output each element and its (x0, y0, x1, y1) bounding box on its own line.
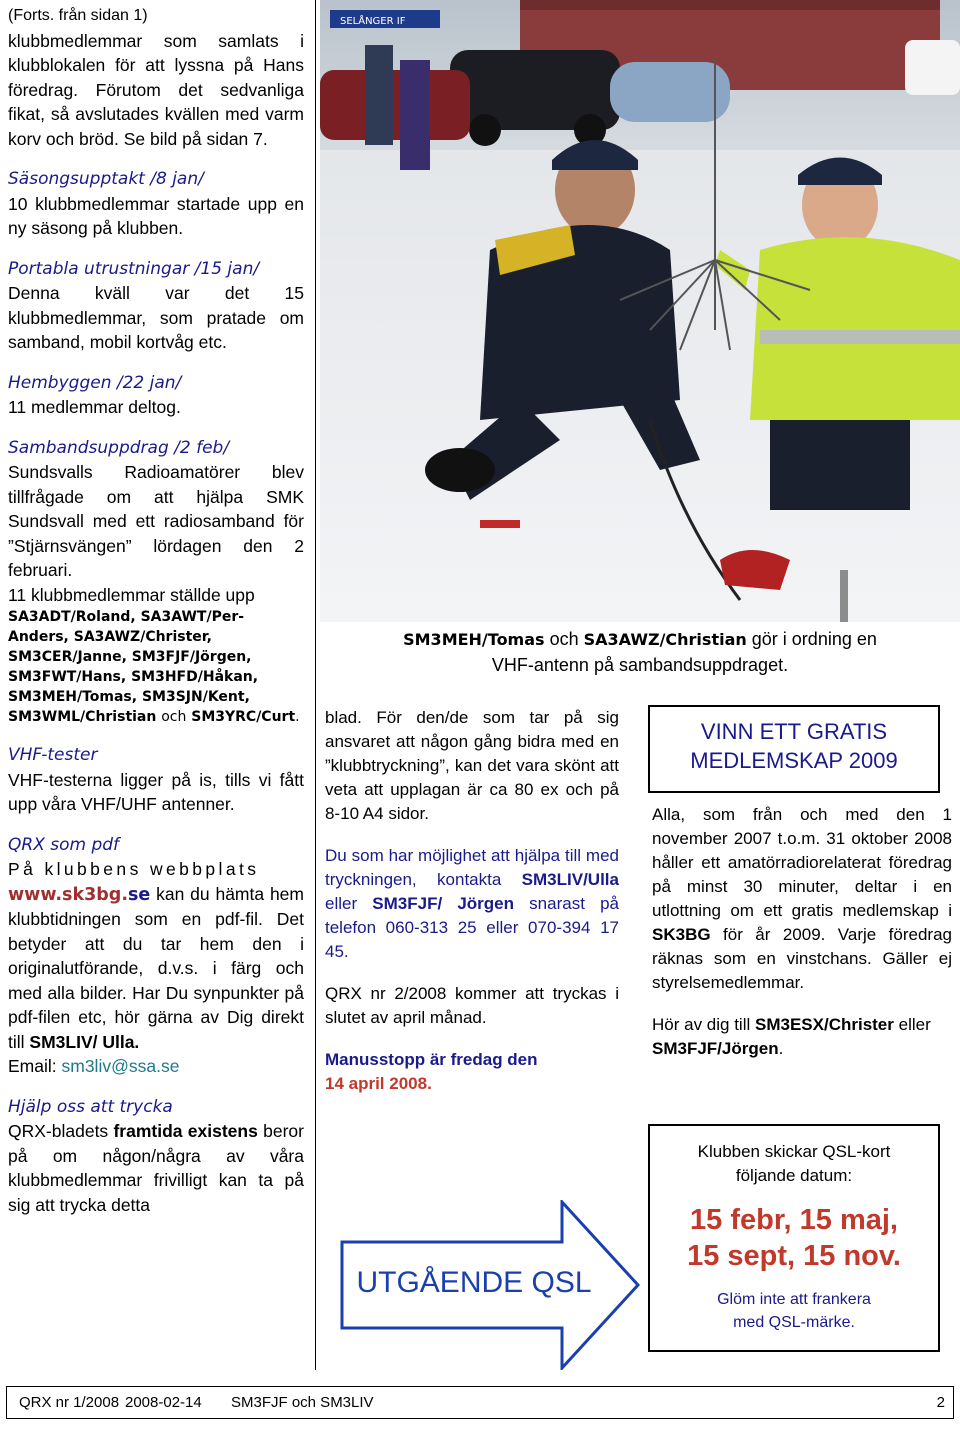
mid-paragraph-3: QRX nr 2/2008 kommer att tryckas i slutet av april månad. (325, 984, 619, 1027)
pliers (480, 520, 520, 528)
text-help-print (8, 1119, 304, 1217)
continued-note: (Forts. från sidan 1) (8, 7, 148, 24)
text-portable-equipment: Denna kväll var det 15 klubbmedlemmar, som pratade om samband, mobil kortvåg etc. (8, 283, 304, 352)
text-qrx-pdf (8, 857, 304, 1079)
right-p2-a: Hör av dig till (652, 1015, 751, 1034)
arrow-label: UTGÅENDE QSL (356, 1266, 592, 1299)
right-p1-a: Alla, som från och med den 1 november 2007 t.o.m. 31 oktober 2008 håller ett amatörradiorelaterat föredrag på minst 30 minuter, deltar i en utlottning om ett gratis medlemskap i (652, 805, 952, 920)
right-p2-e: . (778, 1039, 784, 1058)
caption-callsign-1: SM3MEH/Tomas (403, 630, 545, 649)
heading-portable-equipment: Portabla utrustningar /15 jan/ (8, 258, 260, 279)
mid-p2-a: Du som har möjlighet att hjälpa till med tryckningen, kontakta (325, 846, 619, 889)
pdf-info-text: kan du hämta hem klubbtidningen som en pdf-fil. Det betyder att du tar hem den i originalutförande, d.v.s. i färg och med alla bilder. Har Du synpunkter på pdf-filen etc, hör gärna av Dig direkt till (8, 883, 304, 1052)
page-footer (6, 1386, 954, 1419)
photo-illustration (320, 0, 960, 622)
outgoing-qsl-arrow (340, 1200, 640, 1370)
text-season-start: 10 klubbmedlemmar startade upp en ny säsong på klubben. (8, 193, 304, 238)
right-column (652, 803, 952, 1079)
participant-och: och (161, 709, 187, 725)
heading-home-builds: Hembyggen /22 jan/ (8, 372, 182, 393)
participants-list (8, 607, 304, 727)
right-paragraph-1 (652, 803, 952, 995)
heading-help-print: Hjälp oss att trycka (8, 1096, 173, 1117)
caption-text-1: gör i ordning en (751, 629, 877, 649)
mid-paragraph-2 (325, 844, 619, 964)
participant-dot: . (295, 709, 300, 725)
spaced-website-text: På klubbens webbplats (8, 859, 260, 879)
left-column (8, 4, 304, 1217)
mid-p4-b: 14 april 2008. (325, 1074, 432, 1093)
footer-editors: SM3FJF och SM3LIV (231, 1394, 374, 1411)
right-p2-c: eller (898, 1015, 931, 1034)
text-vhf-tests: VHF-testerna ligger på is, tills vi fått upp våra VHF/UHF antenner. (8, 769, 304, 814)
blue-car (610, 62, 730, 122)
qsl-dates-1: 15 febr, 15 maj, (690, 1204, 898, 1236)
help-print-b: framtida existens (113, 1121, 258, 1141)
right-p2-d: SM3FJF/Jörgen (652, 1039, 779, 1058)
heading-qrx-pdf: QRX som pdf (8, 834, 120, 855)
right-p1-c: för år 2009. Varje föredrag räknas som en vinstchans. Gäller ej styrelsemedlemmar. (652, 925, 952, 992)
qsl-line2: följande datum: (735, 1166, 853, 1185)
email-label: Email: (8, 1056, 57, 1076)
help-print-c: beror på om någon/några av våra klubbmedlemmar frivilligt kan ta på sig att trycka detta (8, 1121, 304, 1215)
white-van (905, 40, 960, 95)
website-link-tld: se (127, 884, 151, 905)
column-divider (315, 0, 316, 1370)
intro-text: klubbmedlemmar som samlats i klubblokalen för att lyssna på Hans föredrag. Förutom det sedvanliga fikat, så avslutades kvällen med varm korv och bröd. Se bild på sidan 7. (8, 30, 304, 149)
mid-p4-a: Manusstopp är fredag den (325, 1050, 538, 1069)
red-gloves (720, 550, 790, 590)
photo-caption (320, 626, 960, 678)
website-link-main: www.sk3bg. (8, 884, 128, 905)
footer-issue: QRX nr 1/2008 (19, 1394, 120, 1411)
sign-text: SELÅNGER IF (340, 16, 406, 27)
red-car (320, 70, 470, 140)
free-membership-line2: MEDLEMSKAP 2009 (690, 748, 898, 773)
footer-date: 2008-02-14 (125, 1394, 202, 1411)
text-communication-assignment: Sundsvalls Radioamatörer blev tillfrågade om att hjälpa SMK Sundsvall med ett radiosamband för ”Stjärnsvängen” lördagen den 2 februari. (8, 462, 304, 580)
qsl-schedule-box (648, 1124, 940, 1352)
heading-vhf-tests: VHF-tester (8, 745, 98, 765)
website-link[interactable] (8, 885, 150, 905)
footer-page-number: 2 (936, 1394, 945, 1411)
free-membership-box (648, 705, 940, 793)
heading-season-start: Säsongsupptakt /8 jan/ (8, 169, 204, 189)
qsl-note-2: med QSL-märke. (733, 1314, 855, 1331)
mid-paragraph-4 (325, 1048, 619, 1096)
email-link[interactable]: sm3liv@ssa.se (61, 1056, 180, 1076)
caption-and: och (549, 629, 579, 649)
text-participants-intro: 11 klubbmedlemmar ställde upp (8, 584, 255, 605)
middle-column (325, 706, 619, 1114)
qsl-dates-2: 15 sept, 15 nov. (687, 1240, 901, 1272)
heading-communication-assignment: Sambandsuppdrag /2 feb/ (8, 437, 230, 458)
mid-p2-e: snarast på telefon 060-313 25 eller 070-394 17 45. (325, 894, 619, 961)
help-print-a: QRX-bladets (8, 1121, 109, 1141)
participant-last: SM3YRC/Curt (191, 709, 296, 725)
qsl-note-1: Glöm inte att frankera (717, 1291, 871, 1308)
text-home-builds: 11 medlemmar deltog. (8, 397, 181, 417)
mid-p2-b: SM3LIV/Ulla (521, 870, 619, 889)
caption-callsign-2: SA3AWZ/Christian (583, 630, 747, 649)
qsl-line1: Klubben skickar QSL-kort (697, 1142, 891, 1161)
right-paragraph-2 (652, 1013, 952, 1061)
antenna-photo (320, 0, 960, 622)
right-p2-b: SM3ESX/Christer (755, 1015, 894, 1034)
caption-text-2: VHF-antenn på sambandsuppdraget. (491, 655, 789, 675)
right-p1-b: SK3BG (652, 925, 711, 944)
mid-p2-c: eller (325, 894, 358, 913)
mid-paragraph-1: blad. För den/de som tar på sig ansvaret att någon gång bidra med en ”klubbtryckning”, kan det vara skönt att veta att upplagan är ca 80 ex och på 8-10 A4 sidor. (325, 708, 619, 823)
mid-p2-d: SM3FJF/ Jörgen (372, 894, 515, 913)
free-membership-line1: VINN ETT GRATIS (700, 719, 888, 744)
participant-callsigns: SA3ADT/Roland, SA3AWT/Per-Anders, SA3AWZ/Christer, SM3CER/Janne, SM3FJF/Jörgen, SM3FWT/Hans, SM3HFD/Håkan, SM3MEH/Tomas, SM3SJN/Kent, SM3WML/Christian (8, 609, 259, 725)
contact-callsign: SM3LIV/ Ulla. (29, 1031, 140, 1052)
